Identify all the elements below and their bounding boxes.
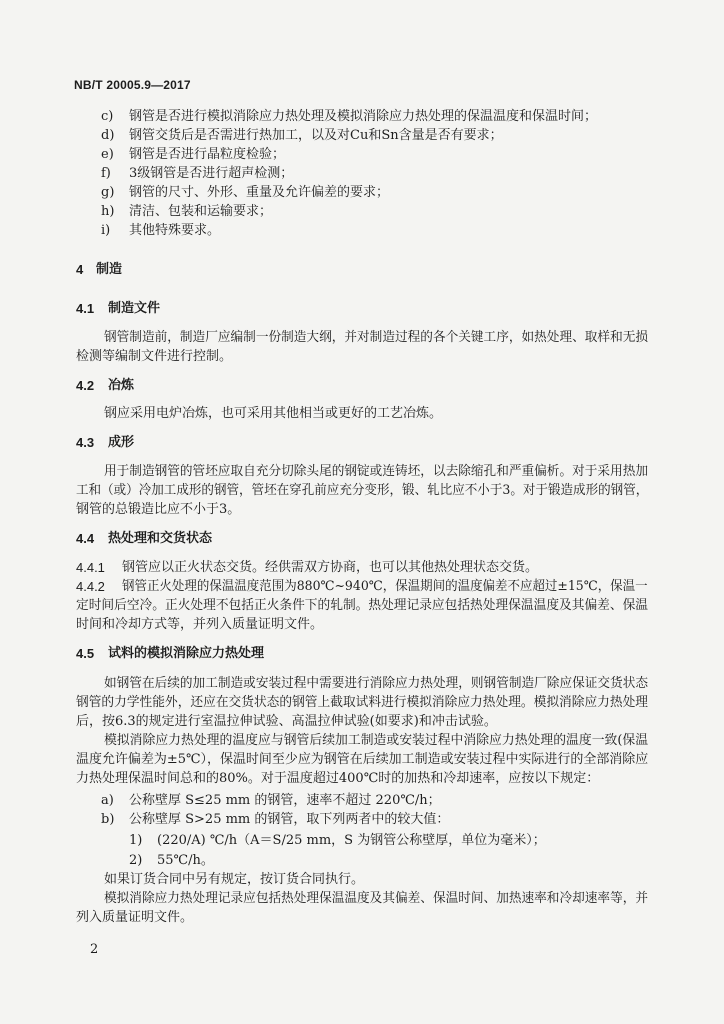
list-item-label: h) [101, 204, 115, 219]
clause-number: 4.4.2 [76, 579, 105, 594]
paragraph-line: 力热处理保温时间总和的80%。对于温度超过400℃时的加热和冷却速率，应按以下规定： [76, 771, 600, 786]
paragraph-line: 列入质量证明文件。 [76, 910, 194, 925]
paragraph-line: 钢管正火处理的保温温度范围为880℃~940℃，保温期间的温度偏差不应超过±15℃，保温一 [122, 579, 648, 594]
paragraph-line: 钢管制造前，制造厂应编制一份制造大纲，并对制造过程的各个关键工序，如热处理、取样和无损 [104, 330, 649, 345]
section-title: 制造 [96, 262, 123, 277]
subsection-number: 4.3 [76, 435, 95, 450]
paragraph-line: 钢管应以正火状态交货。经供需双方协商，也可以其他热处理状态交货。 [122, 560, 539, 575]
paragraph-line: 如钢管在后续的加工制造或安装过程中需要进行消除应力热处理，则钢管制造厂除应保证交货状态 [104, 676, 649, 691]
paragraph-line: 后，按6.3的规定进行室温拉伸试验、高温拉伸试验(如要求)和冲击试验。 [76, 714, 497, 729]
list-item-text: 公称壁厚 S>25 mm 的钢管，取下列两者中的较大值： [129, 812, 450, 827]
list-item-text: 钢管是否进行模拟消除应力热处理及模拟消除应力热处理的保温温度和保温时间； [129, 109, 598, 124]
subsection-title: 成形 [108, 435, 135, 450]
list-item-label: f) [101, 166, 111, 181]
clause-number: 4.4.1 [76, 560, 105, 575]
paragraph-line: 模拟消除应力热处理记录应包括热处理保温温度及其偏差、保温时间、加热速率和冷却速率等，并 [104, 891, 649, 906]
standard-number-header: NB/T 20005.9—2017 [74, 78, 191, 92]
page-number: 2 [90, 942, 99, 957]
list-item-text: 公称壁厚 S≤25 mm 的钢管，速率不超过 220℃/h； [129, 793, 441, 808]
paragraph-line: 用于制造钢管的管坯应取自充分切除头尾的钢锭或连铸坯，以去除缩孔和严重偏析。对于采用热加 [104, 464, 649, 479]
paragraph-line: 定时间后空冷。正火处理不包括正火条件下的轧制。热处理记录应包括热处理保温温度及其偏差、保温 [76, 598, 649, 613]
subsection-number: 4.4 [76, 531, 95, 546]
sub-item-label: 1) [129, 833, 143, 848]
paragraph-line: 模拟消除应力热处理的温度应与钢管后续加工制造或安装过程中消除应力热处理的温度一致(保温 [104, 733, 649, 748]
list-item-label: a) [101, 793, 114, 808]
list-item-label: g) [101, 185, 115, 200]
subsection-title: 热处理和交货状态 [108, 531, 213, 546]
paragraph-line: 钢管的总锻造比应不小于3。 [76, 502, 241, 517]
sub-item-text: 55℃/h。 [157, 853, 214, 868]
section-number: 4 [76, 262, 84, 277]
list-item-text: 钢管交货后是否需进行热加工，以及对Cu和Sn含量是否有要求； [129, 128, 503, 143]
paragraph-line: 钢管的力学性能外，还应在交货状态的钢管上截取试料进行模拟消除应力热处理。模拟消除应力热处理 [76, 695, 649, 710]
subsection-number: 4.1 [76, 301, 95, 316]
sub-item-label: 2) [129, 853, 143, 868]
list-item-label: d) [101, 128, 115, 143]
paragraph-line: 时间和冷却方式等，并列入质量证明文件。 [76, 617, 324, 632]
sub-item-text: (220/A) ℃/h（A＝S/25 mm，S 为钢管公称壁厚，单位为毫米）； [157, 833, 546, 848]
subsection-number: 4.5 [76, 646, 95, 661]
subsection-number: 4.2 [76, 378, 95, 393]
list-item-text: 清洁、包装和运输要求； [129, 204, 273, 219]
paragraph-line: 检测等编制文件进行控制。 [76, 349, 233, 364]
list-item-label: i) [101, 223, 111, 238]
paragraph-line: 如果订货合同中另有规定，按订货合同执行。 [104, 872, 365, 887]
list-item-text: 钢管是否进行晶粒度检验； [129, 147, 286, 162]
list-item-label: b) [101, 812, 115, 827]
subsection-title: 制造文件 [108, 301, 161, 316]
subsection-title: 冶炼 [108, 378, 135, 393]
list-item-text: 3级钢管是否进行超声检测； [129, 166, 294, 181]
list-item-label: c) [101, 109, 114, 124]
list-item-text: 其他特殊要求。 [129, 223, 221, 238]
subsection-title: 试料的模拟消除应力热处理 [108, 646, 265, 661]
paragraph-line: 温度允许偏差为±5℃），保温时间至少应为钢管在后续加工制造或安装过程中实际进行的全部消除应 [76, 752, 649, 767]
list-item-label: e) [101, 147, 114, 162]
paragraph-line: 钢应采用电炉冶炼，也可采用其他相当或更好的工艺冶炼。 [104, 406, 443, 421]
list-item-text: 钢管的尺寸、外形、重量及允许偏差的要求； [129, 185, 390, 200]
paragraph-line: 工和（或）冷加工成形的钢管，管坯在穿孔前应充分变形，锻、轧比应不小于3。对于锻造成形的钢管， [76, 483, 649, 498]
